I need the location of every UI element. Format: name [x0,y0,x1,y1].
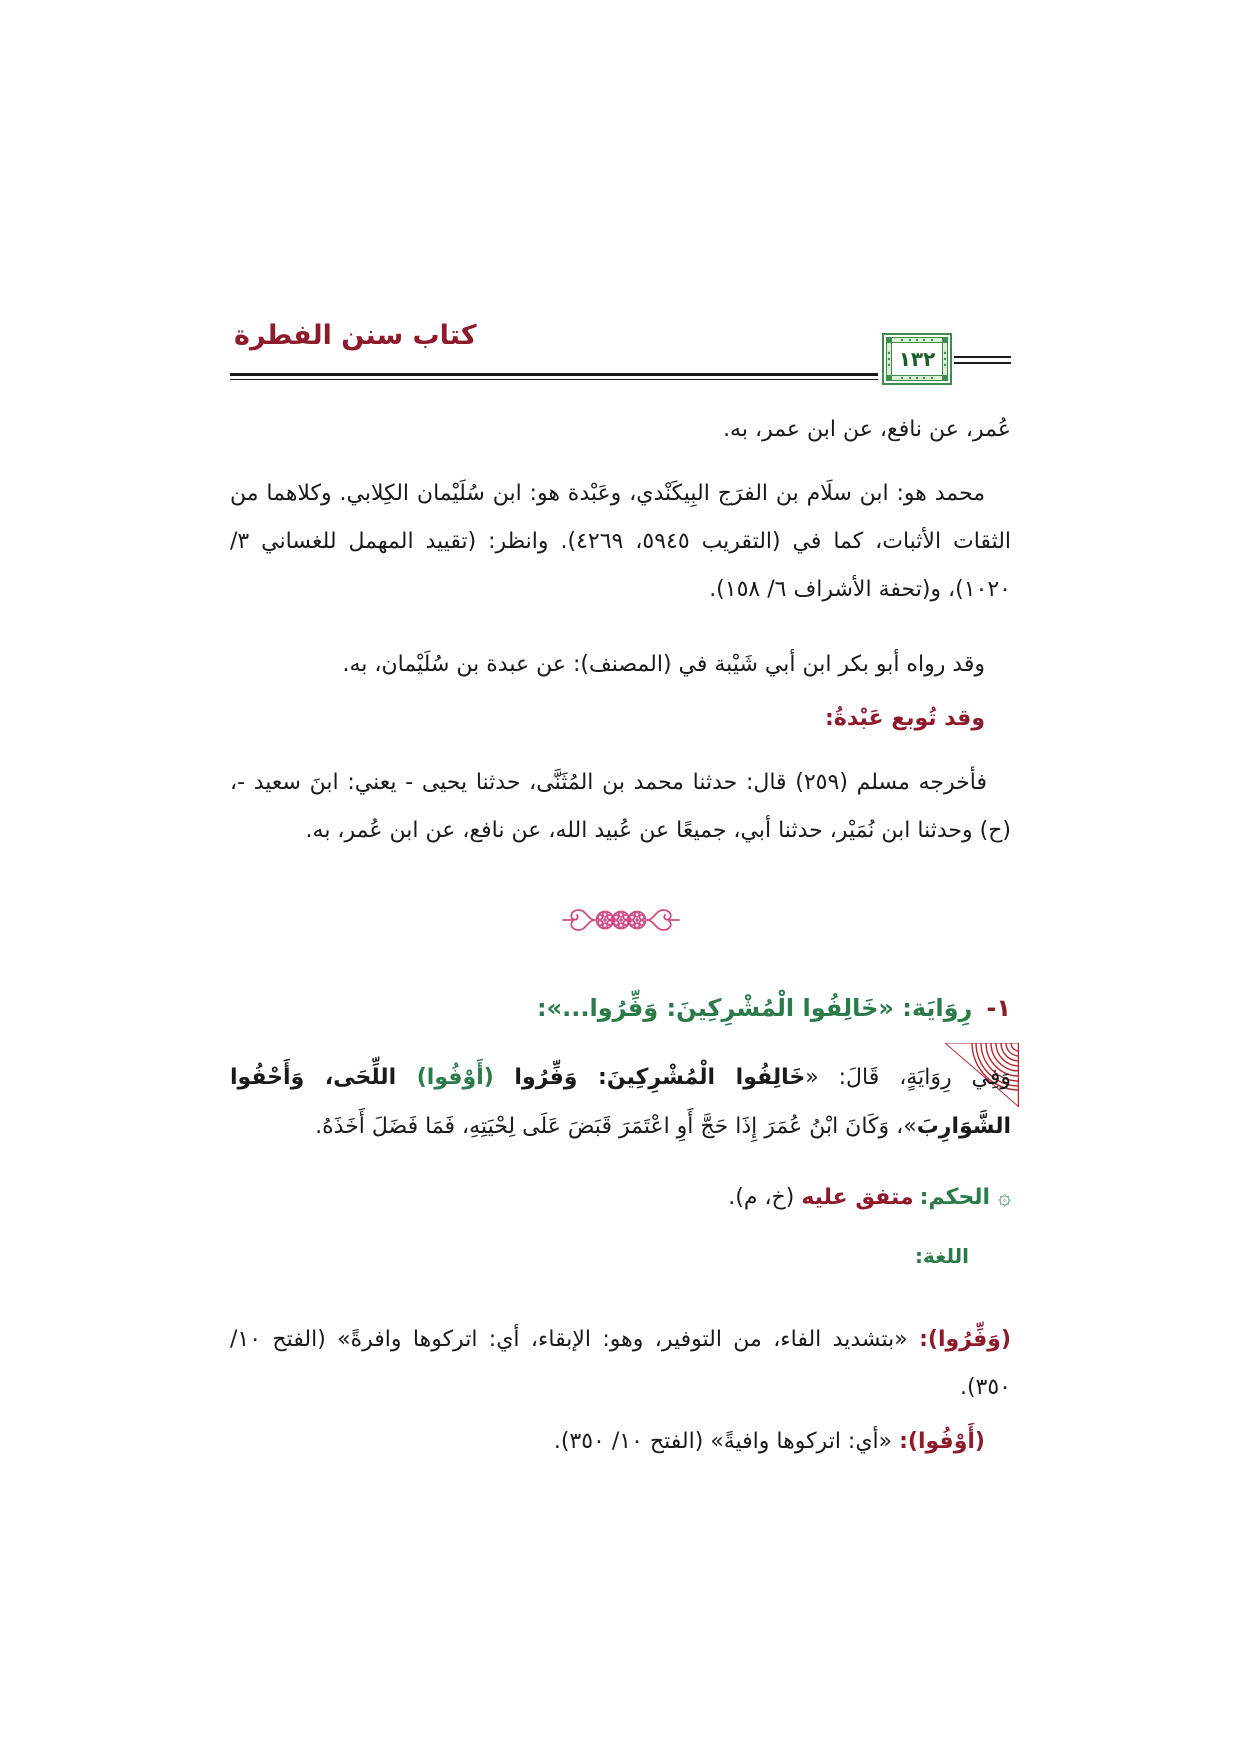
lexicon-term: (أَوْفُوا): [899,1429,985,1454]
section-title: رِوَايَة: «خَالِفُوا الْمُشْرِكِينَ: وَفِّرُوا...»: [537,994,973,1022]
page-number-frame [882,333,952,385]
hadith-variant-wording: (أَوْفُوا) [416,1065,494,1090]
rub-el-hizb-icon: ۞ [998,1185,1011,1210]
ibn-abi-shayba-note: وقد رواه أبو بكر ابن أبي شَيْبة في (المصنف): عن عبدة بن سُلَيْمان، به. [342,652,985,677]
hadith-conclusion: »، وَكَانَ ابْنُ عُمَرَ إِذَا حَجَّ أَوِ اعْتَمَرَ قَبَضَ عَلَى لِحْيَتِهِ، فَمَا فَضَلَ أَخَذَهُ. [315,1114,917,1139]
right-flourish [647,910,679,930]
muslim-route: فأخرجه مسلم (٢٥٩) قال: حدثنا محمد بن المُثَنَّى، حدثنا يحيى - يعني: ابنَ سعيد -، (ح) وحدثنا ابن نُمَيْر، حدثنا أبي، جميعًا عن عُبيد الله، عن نافع، عن ابن عُمر، به. [230,770,1011,843]
hadith-text [230,1053,1011,1151]
corroboration-heading: وقد تُوبع عَبْدةُ: [825,706,985,731]
page-body [230,406,1011,1466]
section-heading [230,984,1011,1032]
narrators-note: محمد هو: ابن سلَام بن الفرَج البِيكَنْدي، وعَبْدة هو: ابن سُلَيْمان الكِلابي. وكلاهما من الثقات الأثبات، كما في (التقريب ٥٩٤٥، ٤٢٦٩). وانظر: (تقييد المهمل للغساني ٣/ ١٠٢٠)، و(تحفة الأشراف ٦/ ١٥٨). [230,481,1012,602]
lexicon-term: (وَفِّرُوا): [919,1327,1011,1352]
hadith-quote-part-2: اللِّحَى، وَأَحْفُوا الشَّوَارِبَ [230,1065,1011,1139]
ruling-sources: (خ، م). [728,1185,802,1210]
hadith-quote-part-1: خَالِفُوا الْمُشْرِكِينَ: وَفِّرُوا [493,1065,806,1090]
left-flourish [563,910,595,930]
ruling-value: متفق عليه [801,1185,914,1210]
lexicon-gloss: «أي: اتركوها وافيةً» (الفتح ١٠/ ٣٥٠). [553,1429,900,1454]
lexicon-entry [230,1316,1011,1412]
hadith-text-block [230,1053,1011,1151]
continuation-line: عُمر، عن نافع، عن ابن عمر، به. [723,417,1011,442]
ruling-label: الحكم: [919,1185,991,1210]
section-number: ١- [986,994,1011,1022]
book-title: كتاب سنن الفطرة [234,320,477,351]
lexicon-gloss: «بتشديد الفاء، من التوفير، وهو: الإبقاء، أي: اتركوها وافرةً» (الفتح ١٠/ ٣٥٠). [230,1327,1011,1400]
lexicon-entry [230,1418,1011,1466]
header-rule-right [954,356,1011,364]
page-number: ١٣٢ [898,347,936,371]
lexicon-heading: اللغة: [915,1244,969,1268]
floral-divider-icon [559,903,683,937]
hadith-intro: وَفِي رِوَايَةٍ، قَالَ: « [805,1065,1011,1090]
section-divider [559,903,683,937]
header-double-rule [230,373,878,380]
ruling-line [230,1174,1011,1222]
